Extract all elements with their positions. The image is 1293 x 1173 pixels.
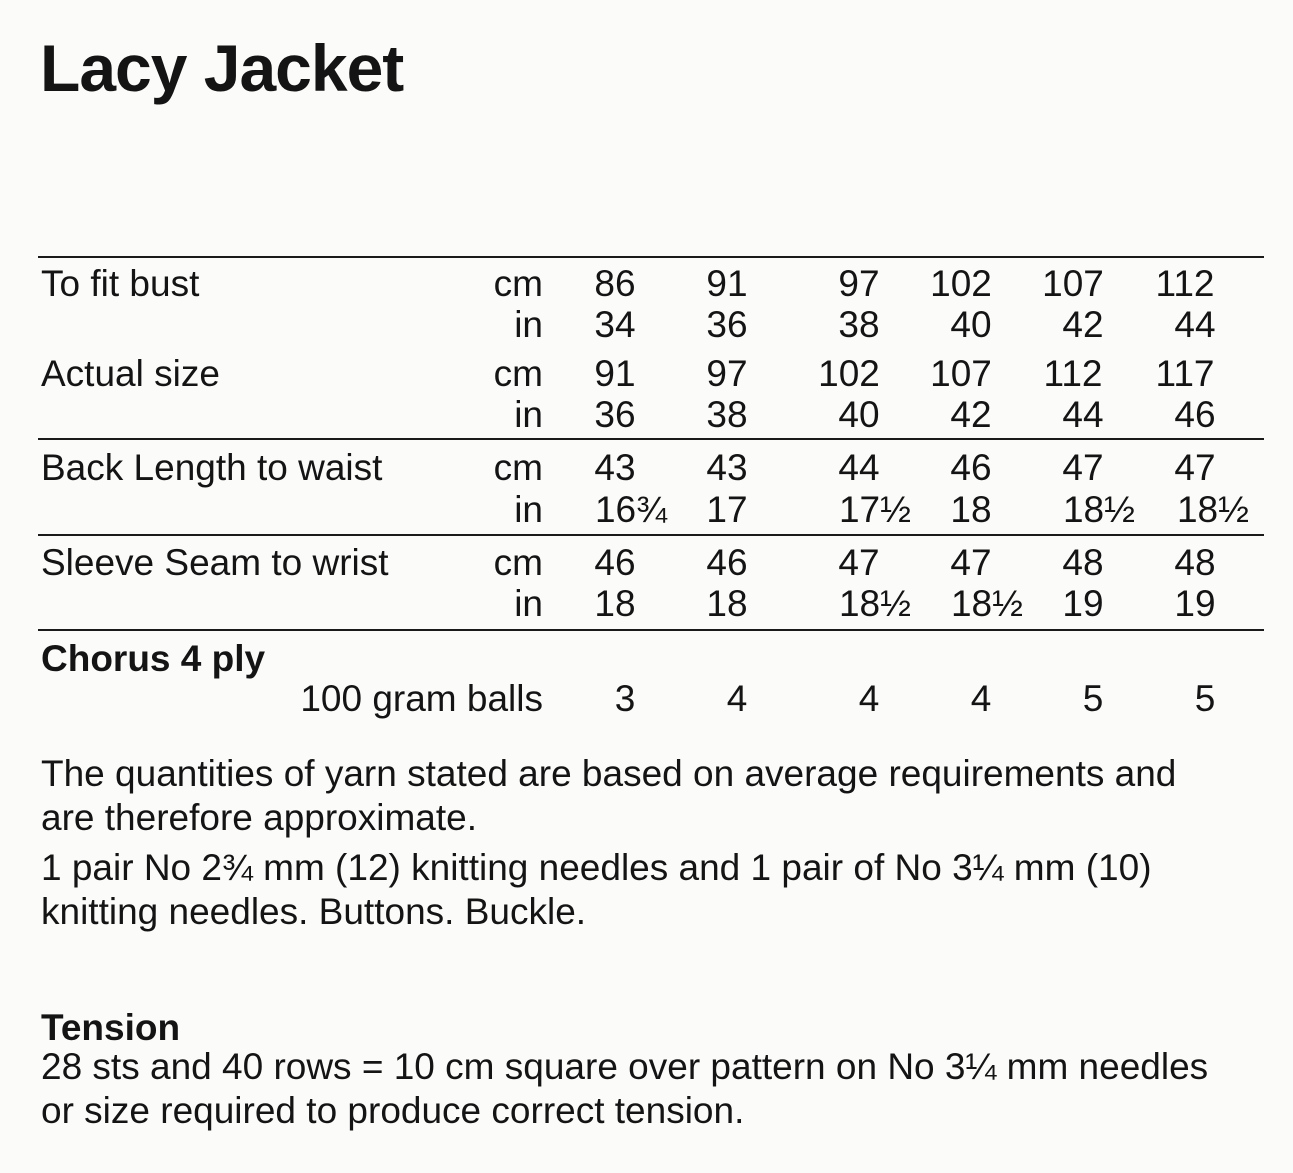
value-cell: 18½ <box>1062 489 1135 530</box>
value-cell: 48 <box>1174 542 1216 583</box>
value-cell: 19 <box>1062 583 1104 624</box>
value-cell: 107 <box>930 353 992 394</box>
note-line: 1 pair No 2¾ mm (12) knitting needles and 1 pair of No 3¼ mm (10) <box>41 847 1152 888</box>
value-cell: 47 <box>1174 447 1216 488</box>
label-back-length: Back Length to waist <box>41 447 383 488</box>
value-cell: 107 <box>1042 263 1104 304</box>
value-cell: 38 <box>838 304 880 345</box>
yarn-quantity: 5 <box>1082 678 1104 719</box>
tension-line: or size required to produce correct tension. <box>41 1090 745 1131</box>
value-cell: 18 <box>706 583 748 624</box>
unit-cm: cm <box>493 447 543 488</box>
value-cell: 16¾ <box>594 489 667 530</box>
page-title: Lacy Jacket <box>40 31 404 105</box>
value-cell: 112 <box>1155 263 1215 304</box>
value-cell: 102 <box>930 263 992 304</box>
value-cell: 44 <box>838 447 880 488</box>
value-cell: 97 <box>838 263 880 304</box>
value-cell: 42 <box>1062 304 1104 345</box>
value-cell: 18½ <box>838 583 911 624</box>
unit-cm: cm <box>493 353 543 394</box>
value-cell: 18 <box>594 583 636 624</box>
value-cell: 46 <box>594 542 636 583</box>
unit-in: in <box>514 394 543 435</box>
label-to-fit-bust: To fit bust <box>41 263 200 304</box>
yarn-quantity: 4 <box>970 678 992 719</box>
yarn-quantity: 4 <box>858 678 880 719</box>
value-cell: 44 <box>1174 304 1216 345</box>
value-cell: 117 <box>1155 353 1215 394</box>
value-cell: 86 <box>594 263 636 304</box>
value-cell: 18½ <box>1176 489 1249 530</box>
value-cell: 40 <box>838 394 880 435</box>
value-cell: 38 <box>706 394 748 435</box>
rule-top <box>38 256 1264 258</box>
yarn-quantity: 5 <box>1194 678 1216 719</box>
rule-divider <box>38 629 1264 631</box>
value-cell: 48 <box>1062 542 1104 583</box>
value-cell: 47 <box>838 542 880 583</box>
needles-note <box>41 846 1271 934</box>
unit-cm: cm <box>493 263 543 304</box>
value-cell: 91 <box>706 263 748 304</box>
value-cell: 44 <box>1062 394 1104 435</box>
value-cell: 42 <box>950 394 992 435</box>
unit-cm: cm <box>493 542 543 583</box>
value-cell: 18 <box>950 489 992 530</box>
yarn-quantity: 3 <box>614 678 636 719</box>
value-cell: 47 <box>1062 447 1104 488</box>
tension-line: 28 sts and 40 rows = 10 cm square over pattern on No 3¼ mm needles <box>41 1046 1209 1087</box>
value-cell: 43 <box>706 447 748 488</box>
value-cell: 102 <box>818 353 880 394</box>
rule-divider <box>38 438 1264 440</box>
note-line: are therefore approximate. <box>41 797 478 838</box>
value-cell: 19 <box>1174 583 1216 624</box>
note-line: The quantities of yarn stated are based on average requirements and <box>41 753 1177 794</box>
unit-in: in <box>514 583 543 624</box>
value-cell: 17 <box>706 489 748 530</box>
rule-divider <box>38 534 1264 536</box>
value-cell: 46 <box>706 542 748 583</box>
yarn-quantities-note <box>41 752 1271 840</box>
unit-in: in <box>514 304 543 345</box>
tension-text <box>41 1045 1271 1133</box>
tension-heading: Tension <box>41 1007 181 1048</box>
value-cell: 97 <box>706 353 748 394</box>
value-cell: 34 <box>594 304 636 345</box>
unit-in: in <box>514 489 543 530</box>
yarn-heading: Chorus 4 ply <box>41 638 266 679</box>
value-cell: 40 <box>950 304 992 345</box>
label-actual-size: Actual size <box>41 353 220 394</box>
value-cell: 36 <box>594 394 636 435</box>
value-cell: 47 <box>950 542 992 583</box>
value-cell: 43 <box>594 447 636 488</box>
yarn-quantity: 4 <box>726 678 748 719</box>
value-cell: 112 <box>1043 353 1103 394</box>
value-cell: 36 <box>706 304 748 345</box>
label-sleeve-seam: Sleeve Seam to wrist <box>41 542 389 583</box>
value-cell: 91 <box>594 353 636 394</box>
value-cell: 46 <box>1174 394 1216 435</box>
value-cell: 18½ <box>950 583 1023 624</box>
yarn-balls-label: 100 gram balls <box>300 678 543 719</box>
value-cell: 46 <box>950 447 992 488</box>
note-line: knitting needles. Buttons. Buckle. <box>41 891 587 932</box>
value-cell: 17½ <box>838 489 911 530</box>
